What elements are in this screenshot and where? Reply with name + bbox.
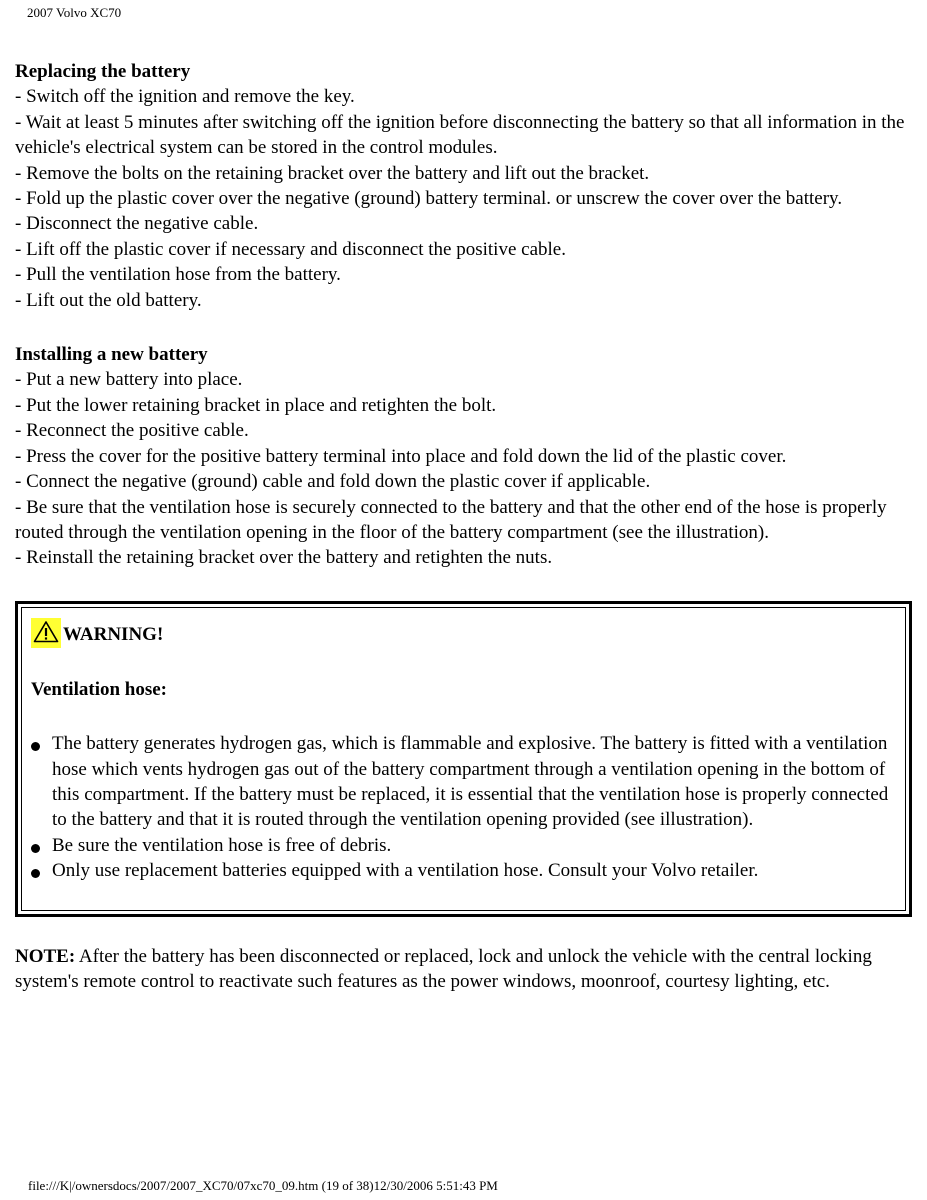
note-paragraph: [15, 944, 910, 995]
warning-bullet-list: [31, 731, 895, 883]
note-text: After the battery has been disconnected or replaced, lock and unlock the vehicle with the central locking system's remote control to reactivate such features as the power windows, moonroof, courtesy lighting, etc.: [15, 945, 872, 993]
installing-step: - Press the cover for the positive battery terminal into place and fold down the lid of the plastic cover.: [15, 445, 787, 467]
warning-box: [15, 601, 912, 917]
document-content: [15, 59, 910, 995]
installing-step: - Reinstall the retaining bracket over the battery and retighten the nuts.: [15, 547, 553, 569]
note-label: NOTE:: [15, 945, 76, 967]
warning-bullet-text: The battery generates hydrogen gas, which is flammable and explosive. The battery is fitted with a ventilation hose which vents hydrogen gas out of the battery compartment through a ventilation opening in the bottom of this compartment. If the battery must be replaced, it is essential that the ventilation hose is properly connected to the battery and that it is routed through the ventilation opening provided (see illustration).: [52, 733, 889, 831]
installing-step: - Put a new battery into place.: [15, 369, 243, 391]
replacing-step: - Wait at least 5 minutes after switching off the ignition before disconnecting the battery so that all information in the vehicle's electrical system can be stored in the control modules.: [15, 111, 905, 159]
bullet-icon: [31, 869, 40, 878]
installing-step: - Put the lower retaining bracket in place and retighten the bolt.: [15, 394, 497, 416]
installing-section-title: Installing a new battery: [15, 344, 208, 366]
replacing-step: - Disconnect the negative cable.: [15, 213, 259, 235]
list-item: [31, 833, 895, 858]
section-spacer: [15, 313, 910, 342]
warning-bullet-text: Be sure the ventilation hose is free of debris.: [52, 834, 392, 856]
page-footer-path: file:///K|/ownersdocs/2007/2007_XC70/07xc70_09.htm (19 of 38)12/30/2006 5:51:43 PM: [28, 1178, 498, 1193]
list-item: [31, 731, 895, 833]
bullet-icon: [31, 844, 40, 853]
replacing-step: - Pull the ventilation hose from the battery.: [15, 264, 341, 286]
page-header-title: 2007 Volvo XC70: [27, 5, 122, 20]
warning-subtitle: Ventilation hose:: [31, 678, 168, 700]
warning-box-inner: [21, 607, 906, 911]
warning-label: WARNING!: [63, 624, 164, 646]
replacing-step: - Fold up the plastic cover over the negative (ground) battery terminal. or unscrew the cover over the battery.: [15, 188, 843, 210]
installing-step: - Reconnect the positive cable.: [15, 420, 249, 442]
warning-bullet-text: Only use replacement batteries equipped with a ventilation hose. Consult your Volvo retailer.: [52, 860, 759, 882]
list-item: [31, 858, 895, 883]
replacing-step: - Lift out the old battery.: [15, 289, 202, 311]
warning-triangle-icon: [31, 618, 61, 648]
replacing-section-title: Replacing the battery: [15, 61, 191, 82]
installing-step: - Be sure that the ventilation hose is securely connected to the battery and that the other end of the hose is properly routed through the ventilation opening in the floor of the battery compartment (see the illustration).: [15, 496, 887, 543]
replacing-step: - Switch off the ignition and remove the key.: [15, 86, 355, 108]
installing-step: - Connect the negative (ground) cable and fold down the plastic cover if applicable.: [15, 471, 651, 493]
replacing-step: - Lift off the plastic cover if necessary and disconnect the positive cable.: [15, 238, 566, 260]
warning-heading: [31, 618, 895, 648]
bullet-icon: [31, 742, 40, 751]
replacing-step: - Remove the bolts on the retaining bracket over the battery and lift out the bracket.: [15, 162, 650, 184]
